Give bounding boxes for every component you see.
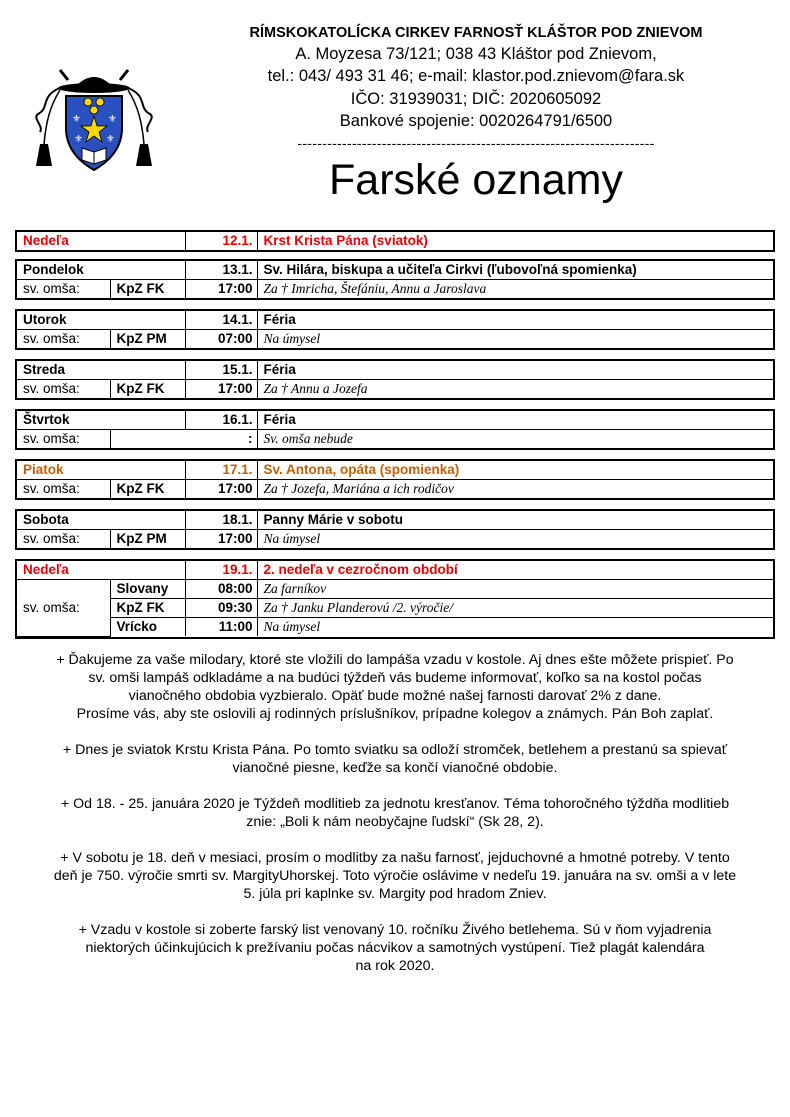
day-date: 19.1.	[185, 561, 257, 580]
page-title: Farské oznamy	[329, 156, 623, 204]
mass-label: sv. omša:	[17, 380, 110, 399]
announcement-line: + V sobotu je 18. deň v mesiaci, prosím o modlitby za našu farnosť, jejduchovné a hmotné potreby. V tento	[60, 850, 730, 866]
day-date: 18.1.	[185, 511, 257, 530]
announcement	[12, 795, 778, 831]
parish-address: A. Moyzesa 73/121; 038 43 Kláštor pod Znievom,	[295, 45, 657, 63]
bank-account: Bankové spojenie: 0020264791/6500	[339, 112, 613, 130]
day-block-sunday-1	[15, 230, 775, 252]
day-feast: Panny Márie v sobotu	[257, 511, 773, 530]
announcement-line: + Ďakujeme za vaše milodary, ktoré ste vložili do lampáša vzadu v kostole. Aj dnes ešte môžete prispieť. Po	[56, 652, 734, 668]
day-feast: Sv. Hilára, biskupa a učiteľa Cirkvi (ľubovoľná spomienka)	[257, 261, 773, 280]
announcement	[12, 651, 778, 723]
parish-ids: IČO: 31939031; DIČ: 2020605092	[350, 90, 602, 108]
announcement	[12, 741, 778, 777]
announcement-line: vianočné piesne, keďže sa končí vianočné obdobie.	[232, 760, 558, 776]
day-name: Utorok	[17, 311, 185, 330]
mass-intention: Za † Janku Planderovú /2. výročie/	[257, 599, 773, 618]
day-date: 15.1.	[185, 361, 257, 380]
mass-label: sv. omša:	[17, 430, 110, 449]
announcement-line: Prosíme vás, aby ste oslovili aj rodinných príslušníkov, prípadne kolegov a známych. Pán Boh zaplať.	[76, 706, 714, 722]
svg-text:⚜: ⚜	[74, 134, 83, 145]
day-header-row	[17, 461, 773, 480]
day-name: Piatok	[17, 461, 185, 480]
day-header-row	[17, 361, 773, 380]
mass-place: KpZ PM	[110, 530, 185, 549]
day-date: 14.1.	[185, 311, 257, 330]
mass-time: 17:00	[185, 530, 257, 549]
day-header-row	[17, 411, 773, 430]
mass-intention: Na úmysel	[257, 618, 773, 637]
mass-intention: Sv. omša nebude	[257, 430, 773, 449]
mass-label: sv. omša:	[17, 530, 110, 549]
day-block-tuesday	[15, 309, 775, 350]
announcement-line: + Od 18. - 25. januára 2020 je Týždeň modlitieb za jednotu kresťanov. Téma tohoročného týždňa modlitieb	[60, 796, 730, 812]
day-header-row	[17, 311, 773, 330]
day-name: Streda	[17, 361, 185, 380]
mass-row	[17, 280, 773, 299]
announcements	[12, 651, 778, 993]
day-name: Nedeľa	[17, 561, 185, 580]
announcement-line: niektorých účinkujúcich k prežívaniu počas nácvikov a samotných vystúpení. Tiež plagát kalendára	[85, 940, 705, 956]
mass-place: Vrícko	[110, 618, 185, 637]
announcement	[12, 921, 778, 975]
mass-intention: Za † Jozefa, Mariána a ich rodičov	[257, 480, 773, 499]
mass-intention: Na úmysel	[257, 530, 773, 549]
day-header-row	[17, 261, 773, 280]
day-feast: Féria	[257, 411, 773, 430]
mass-place: KpZ PM	[110, 330, 185, 349]
day-block-friday	[15, 459, 775, 500]
day-header-row	[17, 232, 773, 250]
day-name: Sobota	[17, 511, 185, 530]
mass-time: 11:00	[185, 618, 257, 637]
mass-label: sv. omša:	[17, 580, 110, 637]
day-name: Štvrtok	[17, 411, 185, 430]
day-feast: Krst Krista Pána (sviatok)	[257, 232, 773, 250]
day-block-saturday	[15, 509, 775, 550]
day-block-monday	[15, 259, 775, 300]
announcement-line: sv. omši lampáš odkladáme a na budúci týždeň vás budeme informovať, koľko sa na kostol počas	[88, 670, 702, 686]
mass-intention: Za † Annu a Jozefa	[257, 380, 773, 399]
mass-row	[17, 330, 773, 349]
mass-intention: Na úmysel	[257, 330, 773, 349]
day-date: 12.1.	[185, 232, 257, 250]
mass-place: KpZ FK	[110, 599, 185, 618]
header-divider: ------------------------------------------------------------------------	[297, 135, 655, 151]
day-block-wednesday	[15, 359, 775, 400]
announcement	[12, 849, 778, 903]
mass-row	[17, 480, 773, 499]
parish-name: RÍMSKOKATOLÍCKA CIRKEV FARNOSŤ KLÁŠTOR POD ZNIEVOM	[249, 25, 703, 41]
day-date: 17.1.	[185, 461, 257, 480]
mass-place	[110, 430, 185, 449]
mass-row	[17, 580, 773, 599]
mass-row	[17, 430, 773, 449]
day-block-thursday	[15, 409, 775, 450]
mass-time: 07:00	[185, 330, 257, 349]
day-feast: Féria	[257, 311, 773, 330]
mass-row	[17, 599, 773, 618]
mass-place: KpZ FK	[110, 280, 185, 299]
announcement-line: + Vzadu v kostole si zoberte farský list venovaný 10. ročníku Živého betlehema. Sú v ňom vyjadrenia	[78, 922, 712, 938]
mass-row	[17, 380, 773, 399]
mass-place: KpZ FK	[110, 480, 185, 499]
mass-time: :	[185, 430, 257, 449]
announcement-line: znie: „Boli k nám neobyčajne ľudskí“ (Sk 28, 2).	[246, 814, 544, 830]
mass-place: KpZ FK	[110, 380, 185, 399]
mass-row	[17, 618, 773, 637]
mass-time: 17:00	[185, 480, 257, 499]
mass-time: 08:00	[185, 580, 257, 599]
announcement-line: deň je 750. výročie smrti sv. MargityUhorskej. Toto výročie oslávime v nedeľu 19. januára na sv. omši a v lete	[53, 868, 737, 884]
announcement-line: + Dnes je sviatok Krstu Krista Pána. Po tomto sviatku sa odloží stromček, betlehem a prestanú sa spievať	[62, 742, 728, 758]
svg-text:⚜: ⚜	[106, 134, 115, 145]
mass-place: Slovany	[110, 580, 185, 599]
day-block-sunday-2	[15, 559, 775, 639]
day-name: Nedeľa	[17, 232, 185, 250]
day-feast: Sv. Antona, opáta (spomienka)	[257, 461, 773, 480]
day-date: 13.1.	[185, 261, 257, 280]
mass-row	[17, 530, 773, 549]
announcement-line: 5. júla pri kaplnke sv. Margity pod hradom Zniev.	[243, 886, 547, 902]
day-feast: 2. nedeľa v cezročnom období	[257, 561, 773, 580]
svg-text:⚜: ⚜	[108, 114, 117, 125]
day-header-row	[17, 561, 773, 580]
mass-time: 17:00	[185, 280, 257, 299]
parish-contact: tel.: 043/ 493 31 46; e-mail: klastor.pod.znievom@fara.sk	[267, 67, 685, 85]
svg-text:⚜: ⚜	[72, 114, 81, 125]
day-header-row	[17, 511, 773, 530]
day-feast: Féria	[257, 361, 773, 380]
day-date: 16.1.	[185, 411, 257, 430]
mass-time: 17:00	[185, 380, 257, 399]
mass-intention: Za farníkov	[257, 580, 773, 599]
mass-label: sv. omša:	[17, 480, 110, 499]
day-name: Pondelok	[17, 261, 185, 280]
mass-time: 09:30	[185, 599, 257, 618]
coat-of-arms-icon	[30, 66, 158, 176]
mass-intention: Za † Imricha, Štefániu, Annu a Jaroslava	[257, 280, 773, 299]
announcement-line: na rok 2020.	[355, 958, 435, 974]
announcement-line: vianočného obdobia vyzbieralo. Opäť bude možné našej farnosti darovať 2% z dane.	[128, 688, 662, 704]
mass-label: sv. omša:	[17, 330, 110, 349]
mass-label: sv. omša:	[17, 280, 110, 299]
